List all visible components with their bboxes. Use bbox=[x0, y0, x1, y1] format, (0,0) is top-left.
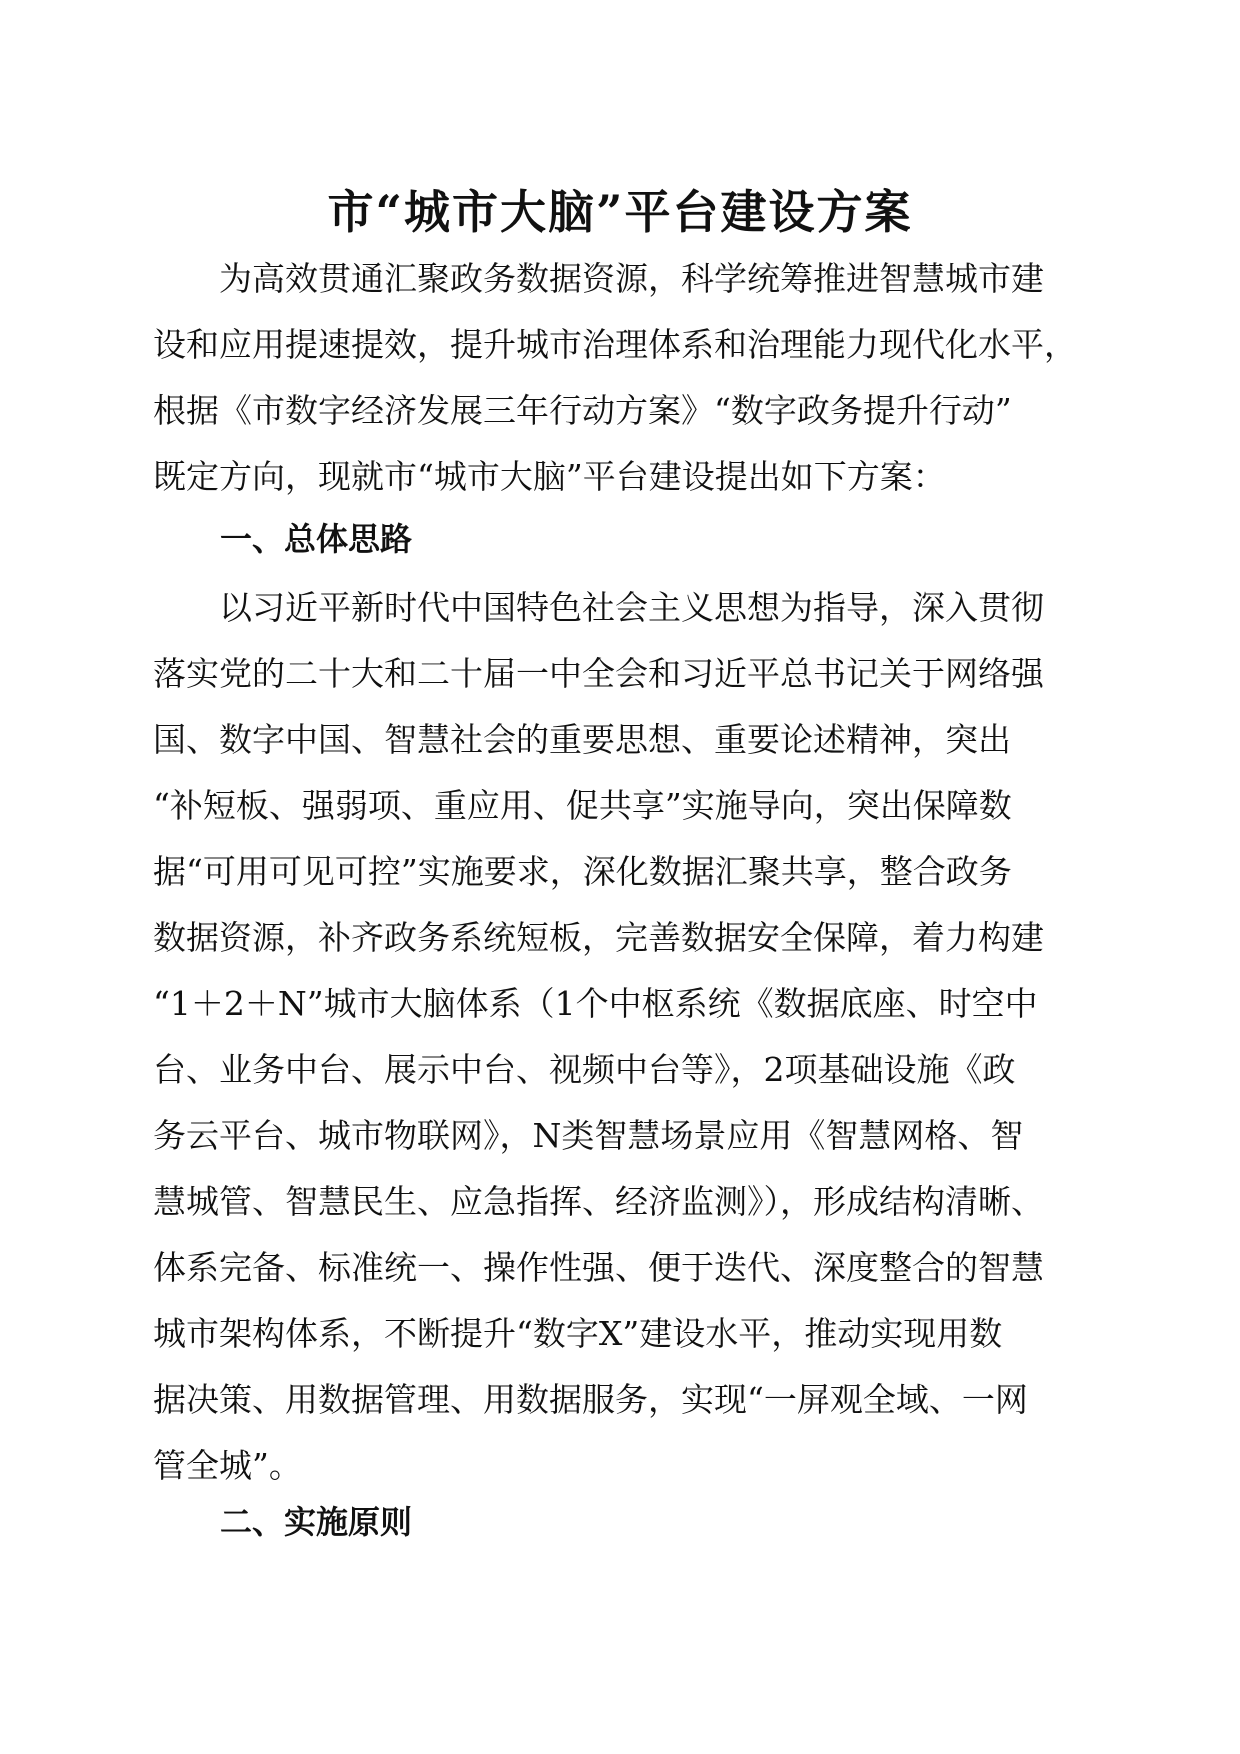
section-heading-principles: 二、实施原则 bbox=[220, 1503, 413, 1541]
section-heading-overall-approach: 一、总体思路 bbox=[220, 520, 413, 558]
document-title: 市“城市大脑”平台建设方案 bbox=[327, 185, 913, 239]
section-body-overall-approach: 以习近平新时代中国特色社会主义思想为指导，深入贯彻 落实党的二十大和二十届一中全会和习近平总书记关于网络强 国、数字中国、智慧社会的重要思想、重要论述精神，突出 “补短板、强弱项、重应用、促共享”实施导向，突出保障数 据“可用可见可控”实施要求，深化数据汇聚共享，整合政务 数据资源，补齐政务系统短板，完善数据安全保障，着力构建 “1＋2＋N”城市大脑体系（1个中枢系统《数据底座、时空中 台、业务中台、展示中台、视频中台等》，2项基础设施《政 务云平台、城市物联网》，N类智慧场景应用《智慧网格、智 慧城管、智慧民生、应急指挥、经济监测》），形成结构清晰、 体系完备、标准统一、操作性强、便于迭代、深度整合的智慧 城市架构体系，不断提升“数字X”建设水平，推动实现用数 据决策、用数据管理、用数据服务，实现“一屏观全域、一网 管全城”。 bbox=[153, 588, 1044, 1485]
intro-paragraph: 为高效贯通汇聚政务数据资源，科学统筹推进智慧城市建 设和应用提速提效，提升城市治理体系和治理能力现代化水平， 根据《市数字经济发展三年行动方案》“数字政务提升行动” 既定方向，现就市“城市大脑”平台建设提出如下方案： bbox=[153, 259, 1077, 496]
